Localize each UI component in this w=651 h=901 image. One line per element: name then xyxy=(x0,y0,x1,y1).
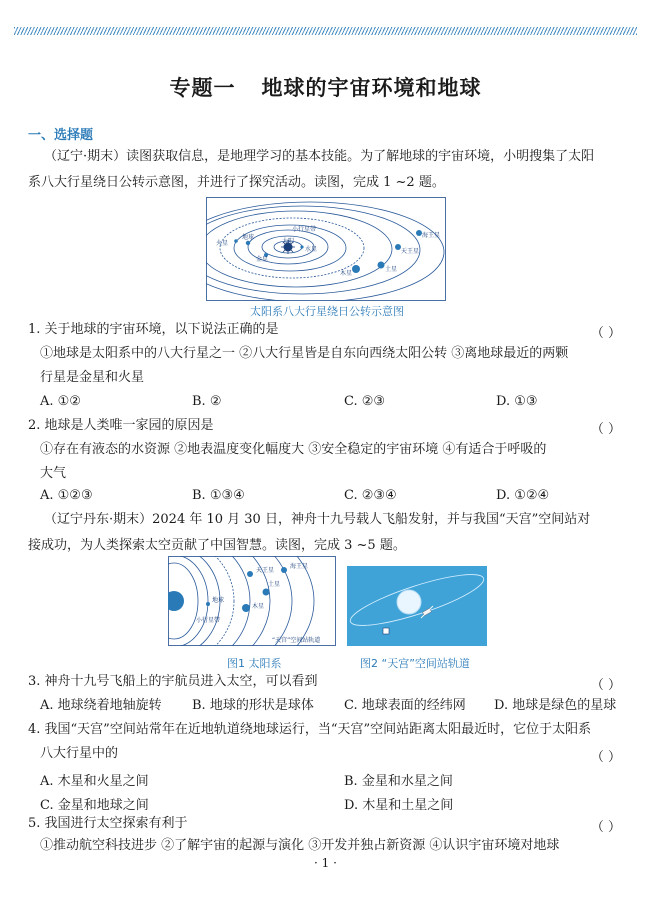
q4-option-a[interactable]: A. 木星和火星之间 xyxy=(40,774,149,789)
figure1-caption: 太阳系八大行星绕日公转示意图 xyxy=(250,305,404,318)
q1-stem: 1. 关于地球的宇宙环境，以下说法正确的是 xyxy=(28,322,279,337)
figure2-caption-1: 图1 太阳系 xyxy=(227,657,282,670)
q2-option-d[interactable]: D. ①②④ xyxy=(496,488,550,503)
q3-options xyxy=(40,694,630,718)
q1-answer-blank: （ ） xyxy=(590,326,621,341)
page-number: · 1 · xyxy=(314,856,337,870)
q2-statements-cont: 大气 xyxy=(40,466,67,481)
q4-option-c[interactable]: C. 金星和地球之间 xyxy=(40,798,149,813)
label-saturn: 土星 xyxy=(385,266,398,273)
q3-option-a[interactable]: A. 地球绕着地轴旋转 xyxy=(40,698,162,713)
earth-icon xyxy=(246,241,250,245)
q4-option-b[interactable]: B. 金星和水星之间 xyxy=(344,774,453,789)
q5-statements: ①推动航空科技进步 ②了解宇宙的起源与演化 ③开发并独占新资源 ④认识宇宙环境对地球 xyxy=(40,838,560,853)
fig2-label-belt: 小行星带 xyxy=(196,617,221,624)
q4-options-row1 xyxy=(40,770,630,789)
label-mars: 火星 xyxy=(216,240,229,247)
q3-stem: 3. 神舟十九号飞船上的宇航员进入太空，可以看到 xyxy=(28,674,318,689)
q2-statements: ①存在有液态的水资源 ②地表温度变化幅度大 ③安全稳定的宇宙环境 ④有适合于呼吸的 xyxy=(40,442,547,457)
figure2-caption-2: 图2 “天宫”空间站轨道 xyxy=(360,657,470,670)
q4-stem-cont: 八大行星中的 xyxy=(40,746,119,761)
label-earth: 地球 xyxy=(242,234,255,241)
mars-icon xyxy=(234,239,238,243)
q4-options-row2 xyxy=(40,794,630,813)
q4-option-d[interactable]: D. 木星和土星之间 xyxy=(344,798,454,813)
saturn-icon xyxy=(263,589,270,596)
solar-system-figure-2 xyxy=(168,556,336,646)
intro2-line1: （辽宁丹东·期末）2024 年 10 月 30 日，神舟十九号载人飞船发射，并与我国“天宫”空间站对 xyxy=(44,512,591,527)
fig2-label-jupiter: 木星 xyxy=(252,603,265,610)
label-venus: 金星 xyxy=(256,256,269,263)
mercury-icon xyxy=(300,245,303,248)
fig2-label-uranus: 天王星 xyxy=(256,567,275,574)
q2-option-c[interactable]: C. ②③④ xyxy=(344,488,397,503)
fig2-label-earth: 地球 xyxy=(212,597,225,604)
label-jupiter: 木星 xyxy=(340,270,353,277)
title-topic-number: 专题一 xyxy=(169,76,236,100)
fig2-label-saturn: 土星 xyxy=(268,581,281,588)
uranus-icon xyxy=(247,571,253,577)
q1-option-b[interactable]: B. ② xyxy=(192,394,222,409)
q2-answer-blank: （ ） xyxy=(590,422,621,437)
q1-option-a[interactable]: A. ①② xyxy=(40,394,81,409)
q5-answer-blank: （ ） xyxy=(590,820,621,835)
q5-stem: 5. 我国进行太空探索有利于 xyxy=(28,816,188,831)
tiangong-orbit-photo xyxy=(347,566,487,646)
jupiter-icon xyxy=(352,265,360,273)
q3-option-c[interactable]: C. 地球表面的经纬网 xyxy=(344,698,466,713)
label-belt: 小行星带 xyxy=(292,226,317,233)
q1-options xyxy=(40,394,630,409)
q3-option-d[interactable]: D. 地球是绿色的星球 xyxy=(494,698,617,713)
q1-statements: ①地球是太阳系中的八大行星之一 ②八大行星皆是自东向西绕太阳公转 ③离地球最近的两颗 xyxy=(40,346,569,361)
neptune-icon xyxy=(281,567,287,573)
label-neptune: 海王星 xyxy=(422,232,441,239)
earth-icon xyxy=(206,602,210,606)
q1-option-d[interactable]: D. ①③ xyxy=(496,394,538,409)
q1-statements-cont: 行星是金星和火星 xyxy=(40,370,145,385)
intro1-line2: 系八大行星绕日公转示意图，并进行了探究活动。读图，完成 1 ~2 题。 xyxy=(28,175,445,190)
q3-option-b[interactable]: B. 地球的形状是球体 xyxy=(192,698,314,713)
label-uranus: 天王星 xyxy=(401,248,420,255)
fig2-orbit-label: “天宫”空间站轨道 xyxy=(272,637,321,644)
solar-system-figure-1 xyxy=(206,197,446,301)
page-title xyxy=(0,72,651,102)
q2-option-b[interactable]: B. ①③④ xyxy=(192,488,245,503)
fig2-label-neptune: 海王星 xyxy=(290,563,309,570)
intro1-line1: （辽宁·期末）读图获取信息，是地理学习的基本技能。为了解地球的宇宙环境，小明搜集了太阳 xyxy=(44,149,595,164)
q2-options xyxy=(40,488,630,503)
q3-answer-blank: （ ） xyxy=(590,678,621,693)
q4-answer-blank: （ ） xyxy=(590,750,621,765)
intro2-line2: 接成功，为人类探索太空贡献了中国智慧。读图，完成 3 ~5 题。 xyxy=(28,538,406,553)
q2-option-a[interactable]: A. ①②③ xyxy=(40,488,93,503)
q1-option-c[interactable]: C. ②③ xyxy=(344,394,386,409)
label-sun: 太阳 xyxy=(282,238,295,245)
jupiter-icon xyxy=(242,604,250,612)
label-mercury: 水星 xyxy=(305,246,318,253)
top-hatch-border xyxy=(14,27,637,35)
section-heading: 一、选择题 xyxy=(28,128,94,143)
title-topic-name: 地球的宇宙环境和地球 xyxy=(261,76,482,100)
q2-stem: 2. 地球是人类唯一家园的原因是 xyxy=(28,418,214,433)
q4-stem: 4. 我国“天宫”空间站常年在近地轨道绕地球运行，当“天宫”空间站距离太阳最近时，它位于太阳系 xyxy=(28,722,592,737)
saturn-icon xyxy=(378,262,385,269)
